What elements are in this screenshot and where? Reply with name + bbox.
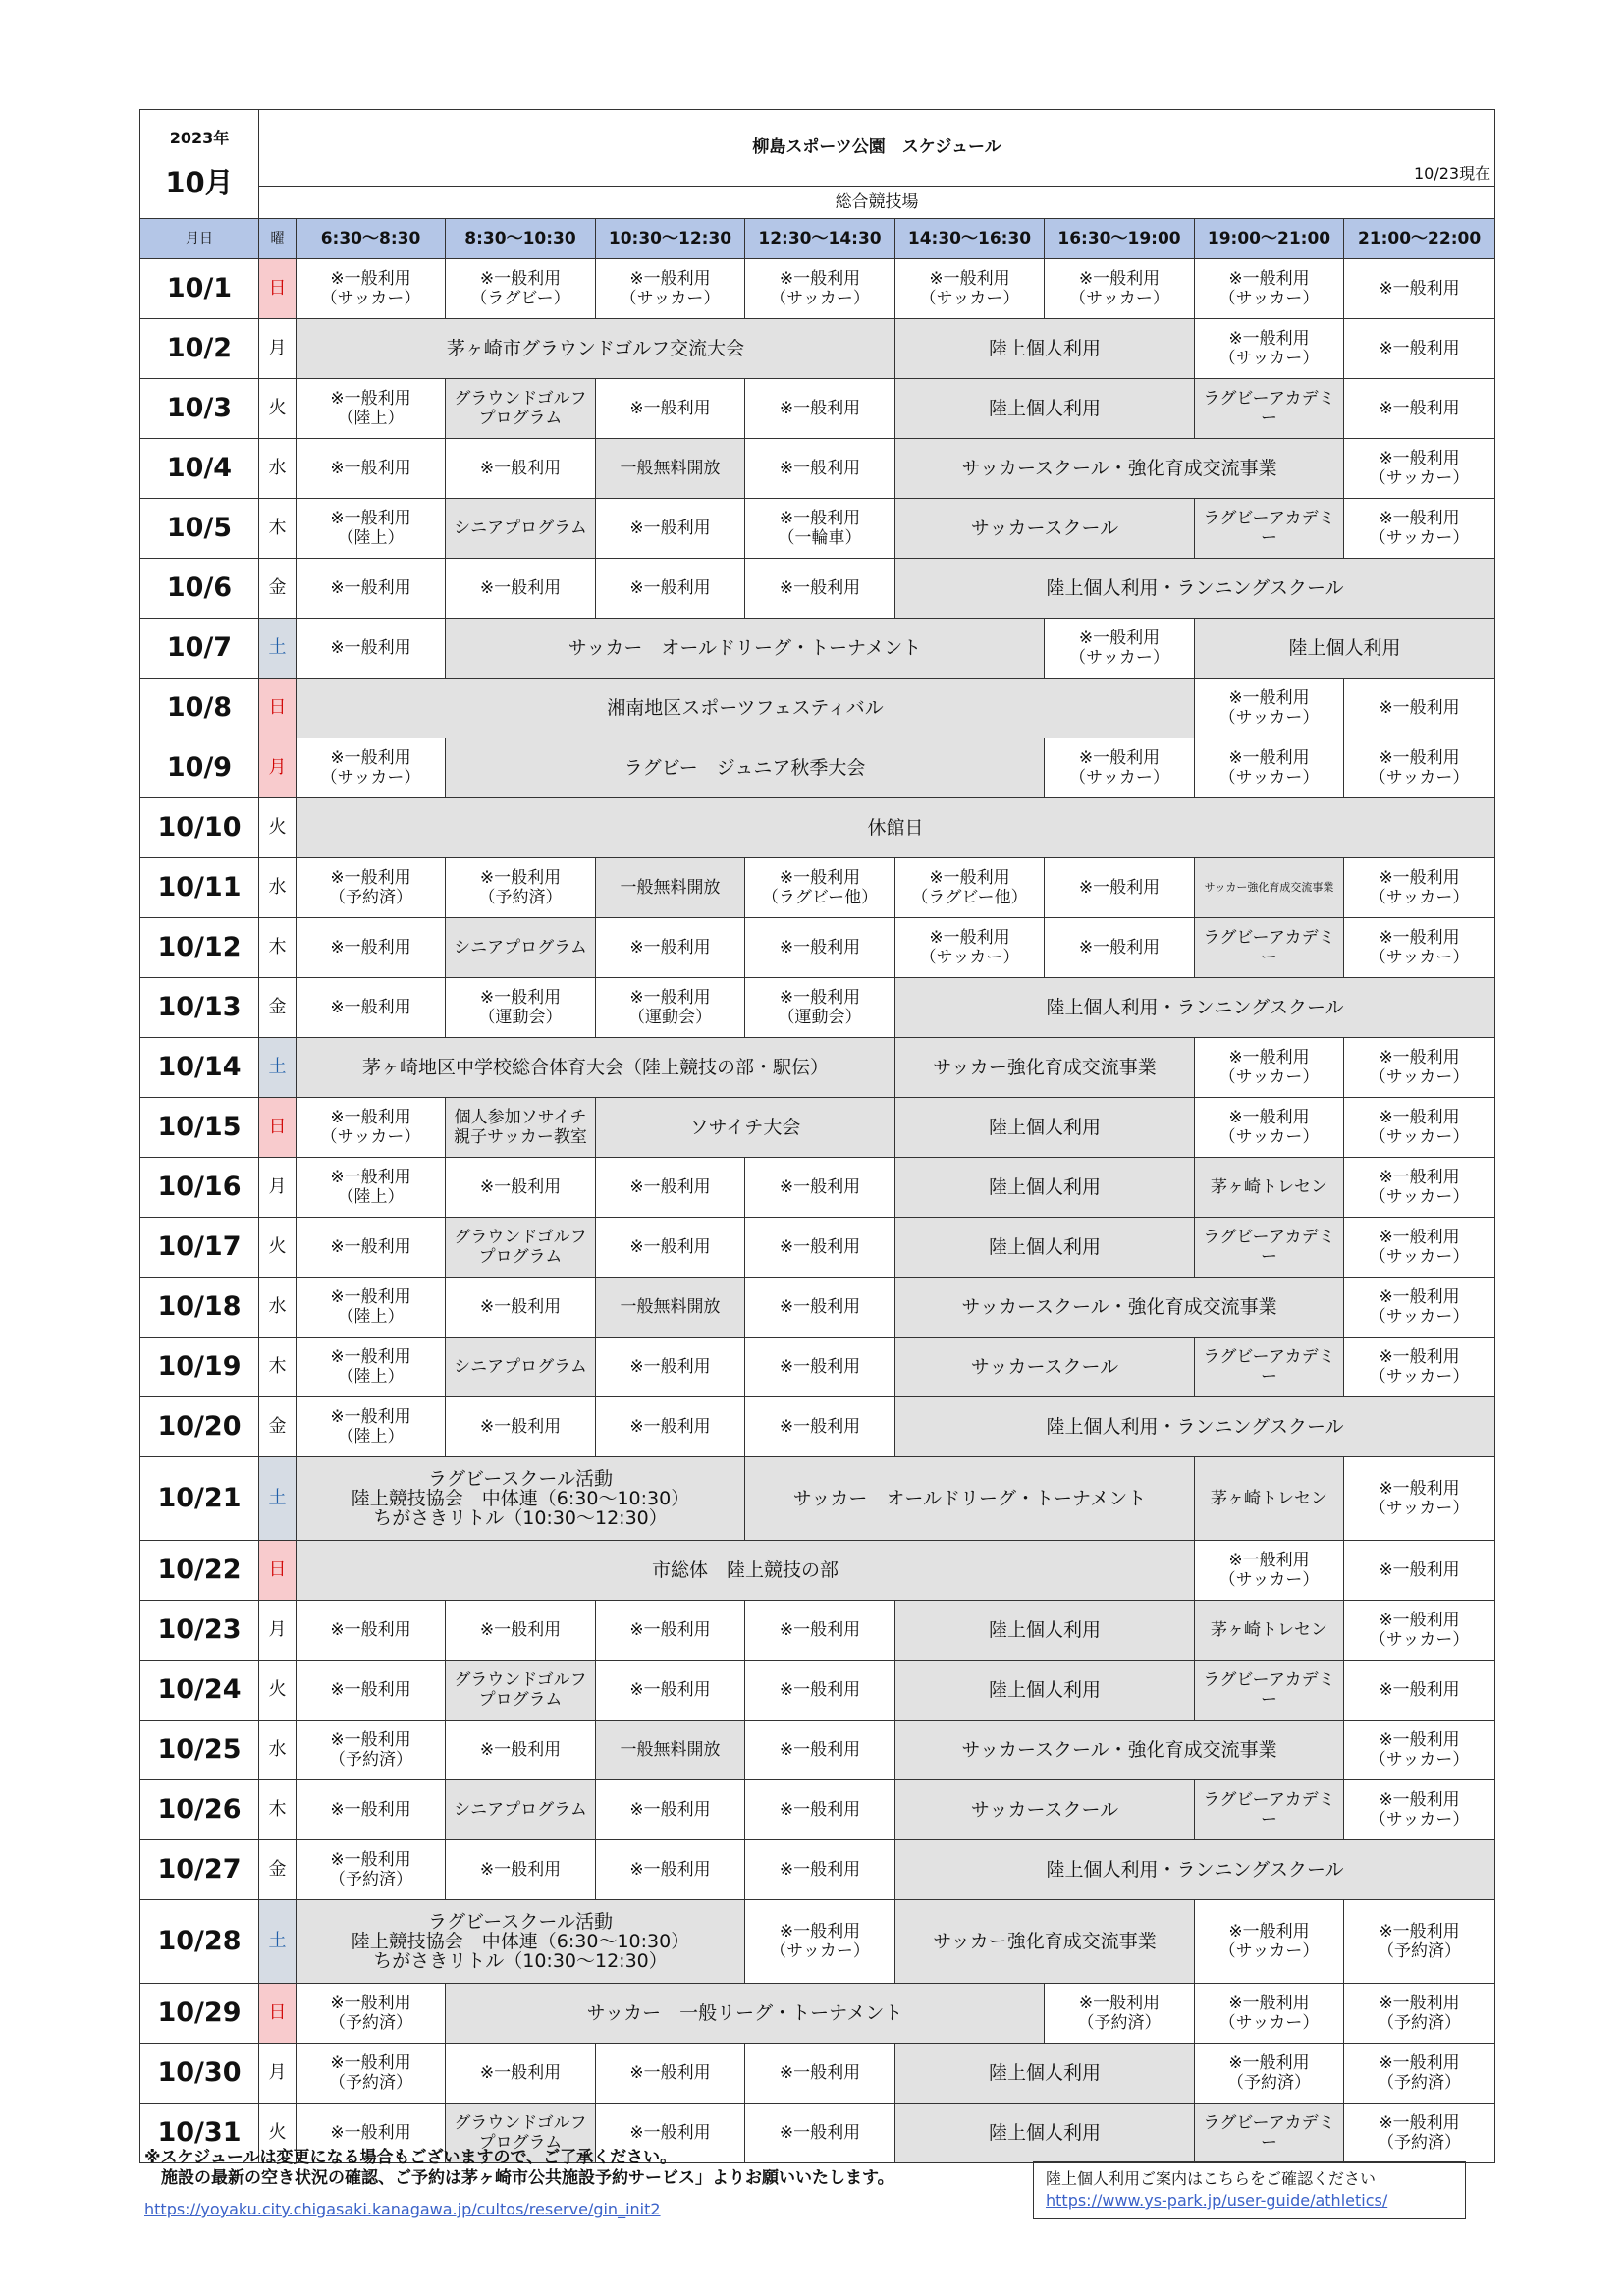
event-cell: ラグビースクール活動 陸上競技協会 中体連（6:30～10:30） ちがさきリトル（10:30～12:30） (297, 1457, 745, 1541)
day-row (140, 559, 1495, 619)
column-header-row (140, 219, 1495, 259)
slot-cell: ※一般利用 (745, 1780, 895, 1840)
time-slot-header: 12:30～14:30 (745, 219, 895, 259)
day-row (140, 439, 1495, 499)
day-date: 10/15 (140, 1098, 259, 1158)
slot-cell: ※一般利用 （サッカー） (1344, 738, 1495, 798)
event-cell: ラグビー ジュニア秋季大会 (446, 738, 1045, 798)
slot-cell: ※一般利用 (596, 499, 745, 559)
slot-cell: ※一般利用 （ラグビー） (446, 259, 596, 319)
slot-cell: ※一般利用 (596, 1780, 745, 1840)
day-row (140, 1541, 1495, 1601)
event-cell: 陸上個人利用 (895, 1661, 1195, 1721)
slot-cell: ※一般利用 (1344, 1541, 1495, 1601)
slot-cell: ※一般利用 (745, 2044, 895, 2104)
day-date: 10/9 (140, 738, 259, 798)
slot-cell: ※一般利用 （サッカー） (297, 1098, 446, 1158)
slot-cell: 一般無料開放 (596, 1278, 745, 1338)
day-date: 10/5 (140, 499, 259, 559)
slot-cell: シニアプログラム (446, 1780, 596, 1840)
slot-cell: ※一般利用 （サッカー） (895, 259, 1045, 319)
day-row (140, 1218, 1495, 1278)
day-date: 10/28 (140, 1900, 259, 1984)
slot-cell: ※一般利用 （陸上） (297, 1158, 446, 1218)
event-cell: ラグビースクール活動 陸上競技協会 中体連（6:30～10:30） ちがさきリトル（10:30～12:30） (297, 1900, 745, 1984)
slot-cell: ※一般利用 （サッカー） (1195, 1038, 1344, 1098)
slot-cell: ※一般利用 (596, 1158, 745, 1218)
day-row (140, 1338, 1495, 1397)
day-date: 10/6 (140, 559, 259, 619)
weekday-column-header: 曜 (259, 219, 297, 259)
day-row (140, 798, 1495, 858)
day-row (140, 499, 1495, 559)
slot-cell: ※一般利用 (745, 1158, 895, 1218)
page-title-cell (259, 110, 1495, 187)
slot-cell: ※一般利用 （ラグビー他） (895, 858, 1045, 918)
day-weekday: 木 (259, 499, 297, 559)
event-cell: ソサイチ大会 (596, 1098, 895, 1158)
slot-cell: ※一般利用 （サッカー） (1195, 1541, 1344, 1601)
day-weekday: 金 (259, 1397, 297, 1457)
slot-cell: ※一般利用 (446, 2044, 596, 2104)
slot-cell: ※一般利用 （サッカー） (1195, 1098, 1344, 1158)
slot-cell: ラグビーアカデミー (1195, 1780, 1344, 1840)
slot-cell: ※一般利用 （サッカー） (1344, 858, 1495, 918)
day-weekday: 火 (259, 2104, 297, 2163)
day-row (140, 858, 1495, 918)
slot-cell: ※一般利用 （陸上） (297, 499, 446, 559)
slot-cell: ※一般利用 （予約済） (297, 1840, 446, 1900)
slot-cell: ※一般利用 （サッカー） (1344, 439, 1495, 499)
slot-cell: ※一般利用 (446, 1397, 596, 1457)
slot-cell: ※一般利用 (745, 1721, 895, 1780)
time-slot-header: 16:30～19:00 (1045, 219, 1195, 259)
slot-cell: 一般無料開放 (596, 1721, 745, 1780)
slot-cell: ※一般利用 （サッカー） (1344, 1038, 1495, 1098)
title-row (140, 110, 1495, 187)
day-weekday: 金 (259, 978, 297, 1038)
day-row (140, 738, 1495, 798)
slot-cell: ラグビーアカデミー (1195, 499, 1344, 559)
slot-cell: ※一般利用 （サッカー） (1195, 679, 1344, 738)
day-row (140, 679, 1495, 738)
slot-cell: ※一般利用 (1045, 858, 1195, 918)
slot-cell: ※一般利用 (446, 439, 596, 499)
month-label: 10月 (165, 166, 234, 199)
day-date: 10/7 (140, 619, 259, 679)
slot-cell: ※一般利用 （予約済） (297, 1721, 446, 1780)
change-notice: ※スケジュールは変更になる場合もございますので、ご了承ください。 (144, 2148, 677, 2167)
day-date: 10/2 (140, 319, 259, 379)
day-weekday: 木 (259, 1338, 297, 1397)
day-row (140, 2044, 1495, 2104)
slot-cell: ※一般利用 (745, 1840, 895, 1900)
day-date: 10/13 (140, 978, 259, 1038)
day-row (140, 1984, 1495, 2044)
slot-cell: ※一般利用 （一輪車） (745, 499, 895, 559)
event-cell: サッカースクール (895, 1780, 1195, 1840)
day-weekday: 火 (259, 1218, 297, 1278)
venue-row (140, 186, 1495, 218)
slot-cell: ※一般利用 （サッカー） (1344, 1338, 1495, 1397)
reservation-notice: 施設の最新の空き状況の確認、ご予約は茅ヶ崎市公共施設予約サービス」よりお願いいたします。 (144, 2168, 894, 2188)
slot-cell: ※一般利用 （サッカー） (1045, 259, 1195, 319)
slot-cell: ※一般利用 （サッカー） (1195, 738, 1344, 798)
event-cell: サッカースクール・強化育成交流事業 (895, 1278, 1344, 1338)
event-cell: サッカースクール・強化育成交流事業 (895, 439, 1344, 499)
event-cell: 陸上個人利用・ランニングスクール (895, 559, 1495, 619)
slot-cell: ※一般利用 （サッカー） (297, 738, 446, 798)
slot-cell: ※一般利用 （サッカー） (1344, 918, 1495, 978)
day-weekday: 日 (259, 1541, 297, 1601)
day-row (140, 1158, 1495, 1218)
slot-cell: ※一般利用 （サッカー） (1344, 1721, 1495, 1780)
slot-cell: グラウンドゴルフ プログラム (446, 379, 596, 439)
year-month-cell (140, 110, 259, 219)
event-cell: 陸上個人利用・ランニングスクール (895, 1397, 1495, 1457)
day-row (140, 1661, 1495, 1721)
day-row (140, 319, 1495, 379)
slot-cell: ラグビーアカデミー (1195, 2104, 1344, 2163)
slot-cell: ※一般利用 （運動会） (446, 978, 596, 1038)
day-date: 10/24 (140, 1661, 259, 1721)
day-row (140, 1457, 1495, 1541)
event-cell: 陸上個人利用 (895, 319, 1195, 379)
slot-cell: ※一般利用 (1344, 679, 1495, 738)
schedule-body (140, 110, 1495, 2163)
day-weekday: 火 (259, 1661, 297, 1721)
slot-cell: ラグビーアカデミー (1195, 1338, 1344, 1397)
event-cell: サッカースクール (895, 499, 1195, 559)
slot-cell: ※一般利用 （サッカー） (895, 918, 1045, 978)
slot-cell: 一般無料開放 (596, 439, 745, 499)
event-cell: サッカースクール (895, 1338, 1195, 1397)
event-cell: 茅ヶ崎市グラウンドゴルフ交流大会 (297, 319, 895, 379)
slot-cell: ※一般利用 （サッカー） (1344, 499, 1495, 559)
slot-cell: シニアプログラム (446, 918, 596, 978)
day-weekday: 月 (259, 319, 297, 379)
day-date: 10/30 (140, 2044, 259, 2104)
slot-cell: ※一般利用 (1344, 379, 1495, 439)
slot-cell: ※一般利用 (596, 1218, 745, 1278)
slot-cell: ※一般利用 (446, 559, 596, 619)
slot-cell: 個人参加ソサイチ 親子サッカー教室 (446, 1098, 596, 1158)
day-row (140, 259, 1495, 319)
event-cell: 湘南地区スポーツフェスティバル (297, 679, 1195, 738)
slot-cell: ※一般利用 (745, 918, 895, 978)
slot-cell: ※一般利用 （予約済） (1344, 1900, 1495, 1984)
slot-cell: ラグビーアカデミー (1195, 1218, 1344, 1278)
slot-cell: ※一般利用 （陸上） (297, 1338, 446, 1397)
day-row (140, 1721, 1495, 1780)
day-weekday: 日 (259, 1098, 297, 1158)
event-cell: サッカー 一般リーグ・トーナメント (446, 1984, 1045, 2044)
slot-cell: ※一般利用 (745, 379, 895, 439)
time-slot-header: 14:30～16:30 (895, 219, 1045, 259)
day-weekday: 金 (259, 1840, 297, 1900)
slot-cell: ※一般利用 (297, 559, 446, 619)
day-row (140, 1900, 1495, 1984)
slot-cell: ラグビーアカデミー (1195, 379, 1344, 439)
day-date: 10/3 (140, 379, 259, 439)
slot-cell: ※一般利用 (297, 439, 446, 499)
day-date: 10/10 (140, 798, 259, 858)
event-cell: サッカー強化育成交流事業 (895, 1038, 1195, 1098)
slot-cell: ※一般利用 （予約済） (297, 1984, 446, 2044)
day-weekday: 日 (259, 679, 297, 738)
slot-cell: ※一般利用 (745, 1278, 895, 1338)
event-cell: 陸上個人利用 (1195, 619, 1495, 679)
slot-cell: 茅ヶ崎トレセン (1195, 1601, 1344, 1661)
day-weekday: 水 (259, 439, 297, 499)
slot-cell: ※一般利用 (596, 918, 745, 978)
slot-cell: ※一般利用 (596, 1397, 745, 1457)
slot-cell: ※一般利用 (446, 1840, 596, 1900)
slot-cell: ※一般利用 （サッカー） (1195, 1984, 1344, 2044)
day-weekday: 水 (259, 1278, 297, 1338)
day-weekday: 金 (259, 559, 297, 619)
slot-cell: ※一般利用 （予約済） (1344, 2044, 1495, 2104)
day-date: 10/16 (140, 1158, 259, 1218)
day-weekday: 火 (259, 798, 297, 858)
slot-cell: ※一般利用 (446, 1721, 596, 1780)
day-date: 10/22 (140, 1541, 259, 1601)
day-date: 10/31 (140, 2104, 259, 2163)
slot-cell: ※一般利用 （サッカー） (596, 259, 745, 319)
slot-cell: ※一般利用 (745, 2104, 895, 2163)
day-date: 10/11 (140, 858, 259, 918)
slot-cell: ※一般利用 (297, 978, 446, 1038)
slot-cell: グラウンドゴルフ プログラム (446, 1218, 596, 1278)
day-weekday: 月 (259, 738, 297, 798)
slot-cell: ※一般利用 (1344, 1661, 1495, 1721)
event-cell: 陸上個人利用 (895, 1218, 1195, 1278)
event-cell: 陸上個人利用 (895, 1098, 1195, 1158)
slot-cell: ※一般利用 (745, 1601, 895, 1661)
day-date: 10/20 (140, 1397, 259, 1457)
day-row (140, 1038, 1495, 1098)
day-weekday: 日 (259, 1984, 297, 2044)
slot-cell: グラウンドゴルフ プログラム (446, 1661, 596, 1721)
day-date: 10/19 (140, 1338, 259, 1397)
slot-cell: ※一般利用 (1344, 259, 1495, 319)
day-date: 10/23 (140, 1601, 259, 1661)
day-weekday: 土 (259, 1457, 297, 1541)
day-row (140, 918, 1495, 978)
slot-cell: ※一般利用 （サッカー） (1344, 1278, 1495, 1338)
day-date: 10/14 (140, 1038, 259, 1098)
slot-cell: ※一般利用 （サッカー） (1344, 1098, 1495, 1158)
slot-cell: ※一般利用 (446, 1158, 596, 1218)
footer-notes (144, 2148, 894, 2189)
athletics-guide-link[interactable]: https://www.ys-park.jp/user-guide/athletics/ (1046, 2191, 1388, 2210)
day-weekday: 月 (259, 1601, 297, 1661)
event-cell: サッカー オールドリーグ・トーナメント (446, 619, 1045, 679)
slot-cell: ※一般利用 (745, 1661, 895, 1721)
slot-cell: ※一般利用 （サッカー） (1195, 319, 1344, 379)
slot-cell: ※一般利用 （サッカー） (1344, 1158, 1495, 1218)
slot-cell: ※一般利用 (1045, 918, 1195, 978)
slot-cell: ※一般利用 (745, 1338, 895, 1397)
slot-cell: ※一般利用 (596, 1338, 745, 1397)
venue-label: 総合競技場 (259, 186, 1495, 218)
slot-cell: シニアプログラム (446, 1338, 596, 1397)
day-date: 10/26 (140, 1780, 259, 1840)
slot-cell: ※一般利用 （サッカー） (297, 259, 446, 319)
day-row (140, 619, 1495, 679)
day-weekday: 水 (259, 1721, 297, 1780)
day-weekday: 火 (259, 379, 297, 439)
slot-cell: ※一般利用 (745, 1218, 895, 1278)
slot-cell: ※一般利用 （陸上） (297, 379, 446, 439)
day-date: 10/4 (140, 439, 259, 499)
slot-cell: ※一般利用 （ラグビー他） (745, 858, 895, 918)
slot-cell: ※一般利用 （サッカー） (745, 1900, 895, 1984)
time-slot-header: 19:00～21:00 (1195, 219, 1344, 259)
day-date: 10/18 (140, 1278, 259, 1338)
slot-cell: ※一般利用 （サッカー） (1195, 259, 1344, 319)
day-row (140, 978, 1495, 1038)
as-of-date: 10/23現在 (1414, 163, 1491, 183)
slot-cell: ※一般利用 (596, 1601, 745, 1661)
slot-cell: ※一般利用 (596, 379, 745, 439)
time-slot-header: 10:30～12:30 (596, 219, 745, 259)
slot-cell: ※一般利用 (596, 559, 745, 619)
slot-cell: ※一般利用 (745, 1397, 895, 1457)
day-row (140, 1397, 1495, 1457)
event-cell: サッカースクール・強化育成交流事業 (895, 1721, 1344, 1780)
slot-cell: ※一般利用 （サッカー） (1344, 1780, 1495, 1840)
day-row (140, 1098, 1495, 1158)
day-row (140, 1278, 1495, 1338)
event-cell: 休館日 (297, 798, 1495, 858)
slot-cell: ※一般利用 （予約済） (1344, 1984, 1495, 2044)
day-weekday: 月 (259, 1158, 297, 1218)
event-cell: サッカー強化育成交流事業 (895, 1900, 1195, 1984)
year-label: 2023年 (169, 129, 230, 147)
day-date: 10/17 (140, 1218, 259, 1278)
athletics-info-text: 陸上個人利用ご案内はこちらをご確認ください (1046, 2169, 1377, 2188)
slot-cell: ※一般利用 (297, 619, 446, 679)
day-row (140, 379, 1495, 439)
time-slot-header: 21:00～22:00 (1344, 219, 1495, 259)
slot-cell: ※一般利用 （予約済） (1045, 1984, 1195, 2044)
slot-cell: ※一般利用 (297, 1601, 446, 1661)
slot-cell: ※一般利用 （陸上） (297, 1278, 446, 1338)
event-cell: 市総体 陸上競技の部 (297, 1541, 1195, 1601)
slot-cell: ラグビーアカデミー (1195, 918, 1344, 978)
day-date: 10/27 (140, 1840, 259, 1900)
slot-cell: ※一般利用 （サッカー） (1344, 1601, 1495, 1661)
slot-cell: ※一般利用 (446, 1278, 596, 1338)
slot-cell: ※一般利用 （運動会） (745, 978, 895, 1038)
slot-cell: ※一般利用 （予約済） (297, 2044, 446, 2104)
slot-cell: ※一般利用 （予約済） (1344, 2104, 1495, 2163)
day-weekday: 土 (259, 619, 297, 679)
day-date: 10/1 (140, 259, 259, 319)
slot-cell: ※一般利用 (297, 918, 446, 978)
slot-cell: サッカー強化育成交流事業 (1195, 858, 1344, 918)
schedule-table (139, 109, 1495, 2163)
date-column-header: 月日 (140, 219, 259, 259)
day-weekday: 水 (259, 858, 297, 918)
day-weekday: 日 (259, 259, 297, 319)
slot-cell: ※一般利用 （予約済） (297, 858, 446, 918)
day-date: 10/25 (140, 1721, 259, 1780)
day-weekday: 土 (259, 1900, 297, 1984)
slot-cell: ※一般利用 (1344, 319, 1495, 379)
slot-cell: ※一般利用 （サッカー） (1344, 1218, 1495, 1278)
event-cell: 陸上個人利用 (895, 2104, 1195, 2163)
slot-cell: 茅ヶ崎トレセン (1195, 1158, 1344, 1218)
slot-cell: ※一般利用 (596, 2044, 745, 2104)
day-row (140, 1601, 1495, 1661)
slot-cell: ※一般利用 (596, 1661, 745, 1721)
slot-cell: ※一般利用 (745, 559, 895, 619)
slot-cell: ※一般利用 （サッカー） (1045, 738, 1195, 798)
event-cell: 陸上個人利用 (895, 379, 1195, 439)
day-date: 10/21 (140, 1457, 259, 1541)
page-title: 柳島スポーツ公園 スケジュール (752, 137, 1001, 158)
event-cell: 陸上個人利用 (895, 1158, 1195, 1218)
day-weekday: 木 (259, 1780, 297, 1840)
slot-cell: ※一般利用 (745, 439, 895, 499)
day-date: 10/12 (140, 918, 259, 978)
event-cell: サッカー オールドリーグ・トーナメント (745, 1457, 1195, 1541)
event-cell: 陸上個人利用 (895, 1601, 1195, 1661)
slot-cell: ※一般利用 (446, 1601, 596, 1661)
slot-cell: ※一般利用 （運動会） (596, 978, 745, 1038)
day-row (140, 1840, 1495, 1900)
slot-cell: ※一般利用 （予約済） (446, 858, 596, 918)
day-weekday: 木 (259, 918, 297, 978)
time-slot-header: 6:30～8:30 (297, 219, 446, 259)
event-cell: 陸上個人利用・ランニングスクール (895, 1840, 1495, 1900)
slot-cell: ※一般利用 （サッカー） (1344, 1457, 1495, 1541)
slot-cell: ※一般利用 (297, 1218, 446, 1278)
day-date: 10/8 (140, 679, 259, 738)
slot-cell: ラグビーアカデミー (1195, 1661, 1344, 1721)
day-row (140, 1780, 1495, 1840)
slot-cell: ※一般利用 （予約済） (1195, 2044, 1344, 2104)
slot-cell: ※一般利用 （陸上） (297, 1397, 446, 1457)
day-date: 10/29 (140, 1984, 259, 2044)
event-cell: 茅ヶ崎地区中学校総合体育大会（陸上競技の部・駅伝） (297, 1038, 895, 1098)
slot-cell: 茅ヶ崎トレセン (1195, 1457, 1344, 1541)
slot-cell: ※一般利用 （サッカー） (745, 259, 895, 319)
slot-cell: ※一般利用 (297, 1661, 446, 1721)
event-cell: 陸上個人利用・ランニングスクール (895, 978, 1495, 1038)
slot-cell: ※一般利用 (297, 2104, 446, 2163)
day-weekday: 土 (259, 1038, 297, 1098)
slot-cell: シニアプログラム (446, 499, 596, 559)
slot-cell: ※一般利用 （サッカー） (1195, 1900, 1344, 1984)
event-cell: 陸上個人利用 (895, 2044, 1195, 2104)
day-weekday: 月 (259, 2044, 297, 2104)
slot-cell: ※一般利用 （サッカー） (1045, 619, 1195, 679)
slot-cell: ※一般利用 (596, 1840, 745, 1900)
slot-cell: 一般無料開放 (596, 858, 745, 918)
slot-cell: ※一般利用 (596, 2104, 745, 2163)
athletics-info-box (1033, 2161, 1466, 2219)
time-slot-header: 8:30～10:30 (446, 219, 596, 259)
slot-cell: グラウンドゴルフ プログラム (446, 2104, 596, 2163)
reservation-link[interactable]: https://yoyaku.city.chigasaki.kanagawa.jp/cultos/reserve/gin_init2 (144, 2200, 661, 2218)
slot-cell: ※一般利用 (297, 1780, 446, 1840)
